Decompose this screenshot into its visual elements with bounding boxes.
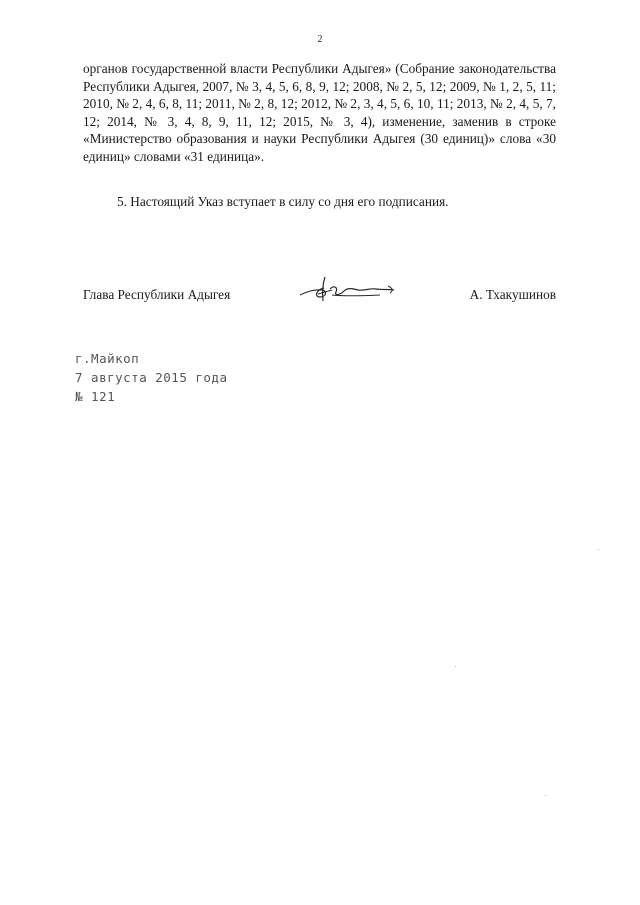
signature-block [83,287,556,309]
registration-stamp [75,349,228,406]
scan-speck [545,795,546,796]
stamp-date: 7 августа 2015 года [75,370,228,385]
stamp-city: г.Майкоп [75,351,140,366]
scan-speck [598,549,599,550]
stamp-number: № 121 [75,389,116,404]
paragraph-amendment: органов государственной власти Республики Адыгея» (Собрание законодательства Республики Адыгея, 2007, № 3, 4, 5, 6, 8, 9, 12; 2008, № 2, 5, 12; 2009, № 1, 2, 5, 11; 2010, № 2, 4, 6, 8, 11; 2011, № 2, 8, 12; 2012, № 2, 3, 4, 5, 6, 10, 11; 2013, № 2, 4, 5, 7, 12; 2014, № 3, 4, 8, 9, 11, 12; 2015, № 3, 4), изменение, заменив в строке «Министерство образования и науки Республики Адыгея (30 единиц)» слова «30 единиц» словами «31 единица». [83,61,556,164]
handwritten-signature [292,275,398,307]
scan-speck [455,666,456,667]
page-number: 2 [317,34,323,45]
signatory-name: А. Тхакушинов [469,287,556,302]
signatory-position: Глава Республики Адыгея [83,287,231,302]
document-body [83,60,556,211]
paragraph-effective-date: 5. Настоящий Указ вступает в силу со дня его подписания. [117,194,449,209]
